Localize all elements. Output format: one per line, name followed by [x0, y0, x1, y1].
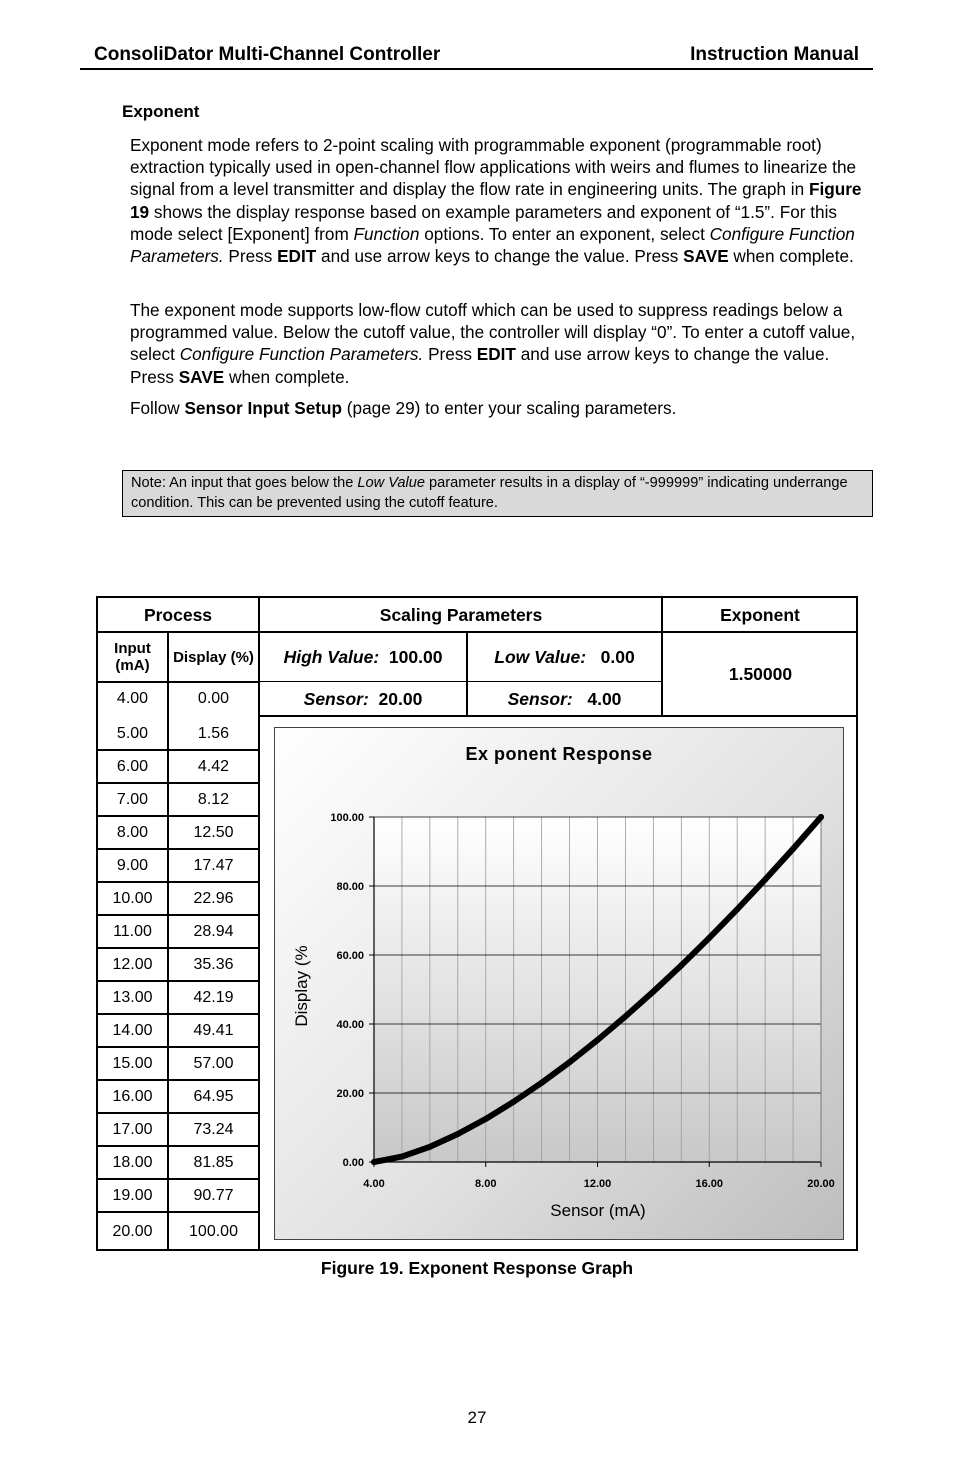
- data-point: [483, 1116, 489, 1122]
- exponent-figure: [96, 596, 858, 1251]
- data-point: [678, 962, 684, 968]
- table-cell-display: 81.85: [193, 1153, 234, 1171]
- figure-caption: Figure 19. Exponent Response Graph: [320, 1258, 634, 1278]
- table-cell-display: 22.96: [193, 889, 234, 907]
- high-value: 100.00: [388, 646, 443, 667]
- data-point: [595, 1037, 601, 1043]
- data-point: [399, 1154, 405, 1160]
- y-tick-label: 40.00: [336, 1019, 364, 1031]
- table-cell-display: 17.47: [193, 856, 234, 874]
- table-cell-display: 12.50: [193, 823, 234, 841]
- table-cell-input: 5.00: [116, 724, 149, 742]
- y-axis-label: Display (%: [292, 945, 311, 1027]
- table-cell-display: 1.56: [197, 724, 230, 742]
- column-display-header: Display (%): [173, 648, 254, 666]
- note-box-run: Note: An input that goes below the: [131, 475, 358, 491]
- x-tick-label: 20.00: [807, 1178, 835, 1190]
- paragraph-exponent-mode-run: Press: [223, 246, 278, 267]
- y-tick-label: 100.00: [330, 812, 364, 824]
- header-manual-label: Instruction Manual: [690, 44, 859, 65]
- sensor-high-cell: [260, 683, 466, 715]
- header-title: ConsoliDator Multi-Channel Controller: [94, 44, 441, 65]
- table-cell-input: 15.00: [112, 1054, 153, 1072]
- table-cell-input: 20.00: [112, 1222, 153, 1240]
- x-tick-label: 16.00: [695, 1178, 724, 1190]
- paragraph-exponent-mode-run: when complete.: [728, 246, 854, 267]
- exponent-chart: [274, 727, 844, 1240]
- data-point: [818, 814, 824, 820]
- data-point: [622, 1013, 628, 1019]
- note-box-run: Low Value: [357, 475, 425, 491]
- header-process: Process: [143, 604, 213, 625]
- table-cell-input: 10.00: [112, 889, 153, 907]
- paragraph-low-flow-cutoff-run: EDIT: [476, 344, 516, 365]
- paragraph-exponent-mode-run: EDIT: [277, 246, 317, 267]
- paragraph-low-flow-cutoff-run: SAVE: [178, 366, 225, 387]
- paragraph-exponent-mode-run: and use arrow keys to change the value. Press: [316, 246, 684, 267]
- table-cell-display: 64.95: [193, 1087, 234, 1105]
- paragraph-follow-setup: [130, 397, 875, 419]
- sensor-low-label: Sensor:: [507, 688, 573, 709]
- paragraph-exponent-mode-run: options. To enter an exponent, select: [419, 223, 710, 244]
- paragraph-exponent-mode-run: shows the display response based on example parameters and exponent of “1.5”. For this mode select [Exponent] from: [130, 201, 838, 244]
- paragraph-follow-setup-run: Sensor Input Setup: [184, 398, 343, 418]
- high-value-cell: [260, 633, 466, 681]
- data-point: [427, 1144, 433, 1150]
- header-exponent: Exponent: [720, 604, 800, 625]
- table-cell-display: 35.36: [193, 955, 234, 973]
- table-cell-input: 8.00: [116, 823, 149, 841]
- note-box-run: parameter results in a display of “-999999” indicating underrange condition. This can be prevented using the cutoff feature.: [131, 475, 848, 511]
- column-input-header: Input (mA): [114, 640, 151, 674]
- table-cell-display: 4.42: [197, 757, 230, 775]
- paragraph-exponent-mode-run: SAVE: [683, 246, 729, 267]
- table-cell-input: 17.00: [112, 1120, 153, 1138]
- data-point: [455, 1131, 461, 1137]
- exponent-value: 1.50000: [728, 663, 793, 684]
- paragraph-low-flow-cutoff-run: and use arrow keys to change the value. Press: [130, 344, 830, 387]
- note-box: [122, 470, 873, 517]
- sensor-low-cell: [468, 683, 661, 715]
- data-point: [706, 935, 712, 941]
- paragraph-exponent-mode-run: Figure 19: [130, 179, 862, 222]
- paragraph-low-flow-cutoff-run: The exponent mode supports low-flow cutoff which can be used to suppress readings below a programmed value. Below the cutoff value, the controller will display “0”. To enter a cutoff value, select: [130, 300, 856, 365]
- table-cell-input: 9.00: [116, 856, 149, 874]
- table-row-divider: [98, 1211, 258, 1213]
- paragraph-low-flow-cutoff-run: Press: [423, 344, 477, 365]
- table-cell-input: 16.00: [112, 1087, 153, 1105]
- table-cell-display: 100.00: [189, 1222, 238, 1240]
- page-number: 27: [467, 1408, 487, 1427]
- table-cell-display: 57.00: [193, 1054, 234, 1072]
- paragraph-exponent-mode-run: Configure Function Parameters.: [130, 223, 855, 267]
- low-value-label: Low Value:: [494, 646, 587, 667]
- sensor-high-label: Sensor:: [303, 688, 369, 709]
- header-scaling-parameters: Scaling Parameters: [379, 604, 543, 625]
- paragraph-low-flow-cutoff-run: when complete.: [224, 366, 350, 387]
- page-header: [80, 44, 873, 70]
- table-cell-input: 13.00: [112, 988, 153, 1006]
- table-cell-input: 7.00: [116, 790, 149, 808]
- table-cell-input: 18.00: [112, 1153, 153, 1171]
- table-cell-display: 42.19: [193, 988, 234, 1006]
- data-point: [790, 846, 796, 852]
- sensor-low-value: 4.00: [587, 688, 622, 709]
- paragraph-low-flow-cutoff: [130, 299, 875, 388]
- data-point: [371, 1159, 377, 1165]
- paragraph-low-flow-cutoff-run: Configure Function Parameters.: [179, 344, 424, 365]
- x-tick-label: 12.00: [583, 1178, 612, 1190]
- table-cell-input: 12.00: [112, 955, 153, 973]
- chart-title: Ex ponent Response: [465, 744, 653, 764]
- table-cell-display: 49.41: [193, 1021, 234, 1039]
- table-cell-display: 0.00: [197, 690, 230, 707]
- paragraph-exponent-mode-run: Function: [353, 223, 420, 244]
- data-point: [567, 1059, 573, 1065]
- paragraph-follow-setup-run: (page 29) to enter your scaling parameters.: [342, 398, 677, 418]
- y-tick-label: 80.00: [336, 881, 364, 893]
- x-tick-label: 8.00: [475, 1178, 497, 1190]
- high-value-label: High Value:: [283, 646, 380, 667]
- x-axis-label: Sensor (mA): [550, 1201, 646, 1220]
- low-value: 0.00: [600, 646, 635, 667]
- table-cell-display: 73.24: [193, 1120, 234, 1138]
- table-cell-input: 14.00: [112, 1021, 153, 1039]
- data-point: [539, 1080, 545, 1086]
- paragraph-follow-setup-run: Follow: [130, 398, 185, 418]
- table-cell-display: 28.94: [193, 922, 234, 940]
- data-point: [650, 989, 656, 995]
- table-cell-display: 90.77: [193, 1186, 234, 1204]
- y-tick-label: 0.00: [342, 1157, 364, 1169]
- section-title: Exponent: [122, 102, 200, 121]
- table-cell-display: 8.12: [197, 790, 230, 808]
- table-cell-input: 6.00: [116, 757, 149, 775]
- paragraph-exponent-mode: [130, 134, 875, 267]
- sensor-high-value: 20.00: [378, 688, 423, 709]
- exponent-chart-svg: [275, 728, 843, 1239]
- low-value-cell: [468, 633, 661, 681]
- data-point: [734, 906, 740, 912]
- y-tick-label: 20.00: [336, 1088, 364, 1100]
- table-cell-input: 4.00: [116, 690, 149, 707]
- paragraph-exponent-mode-run: Exponent mode refers to 2-point scaling with programmable exponent (programmable root) extraction typically used in open-channel flow applications with weirs and flumes to linearize the signal from a level transmitter and display the flow rate in engineering units. The graph in: [130, 135, 857, 200]
- table-cell-input: 19.00: [112, 1186, 153, 1204]
- x-tick-label: 4.00: [363, 1178, 385, 1190]
- data-point: [511, 1099, 517, 1105]
- data-point: [762, 877, 768, 883]
- y-tick-label: 60.00: [336, 950, 364, 962]
- table-cell-input: 11.00: [113, 922, 152, 940]
